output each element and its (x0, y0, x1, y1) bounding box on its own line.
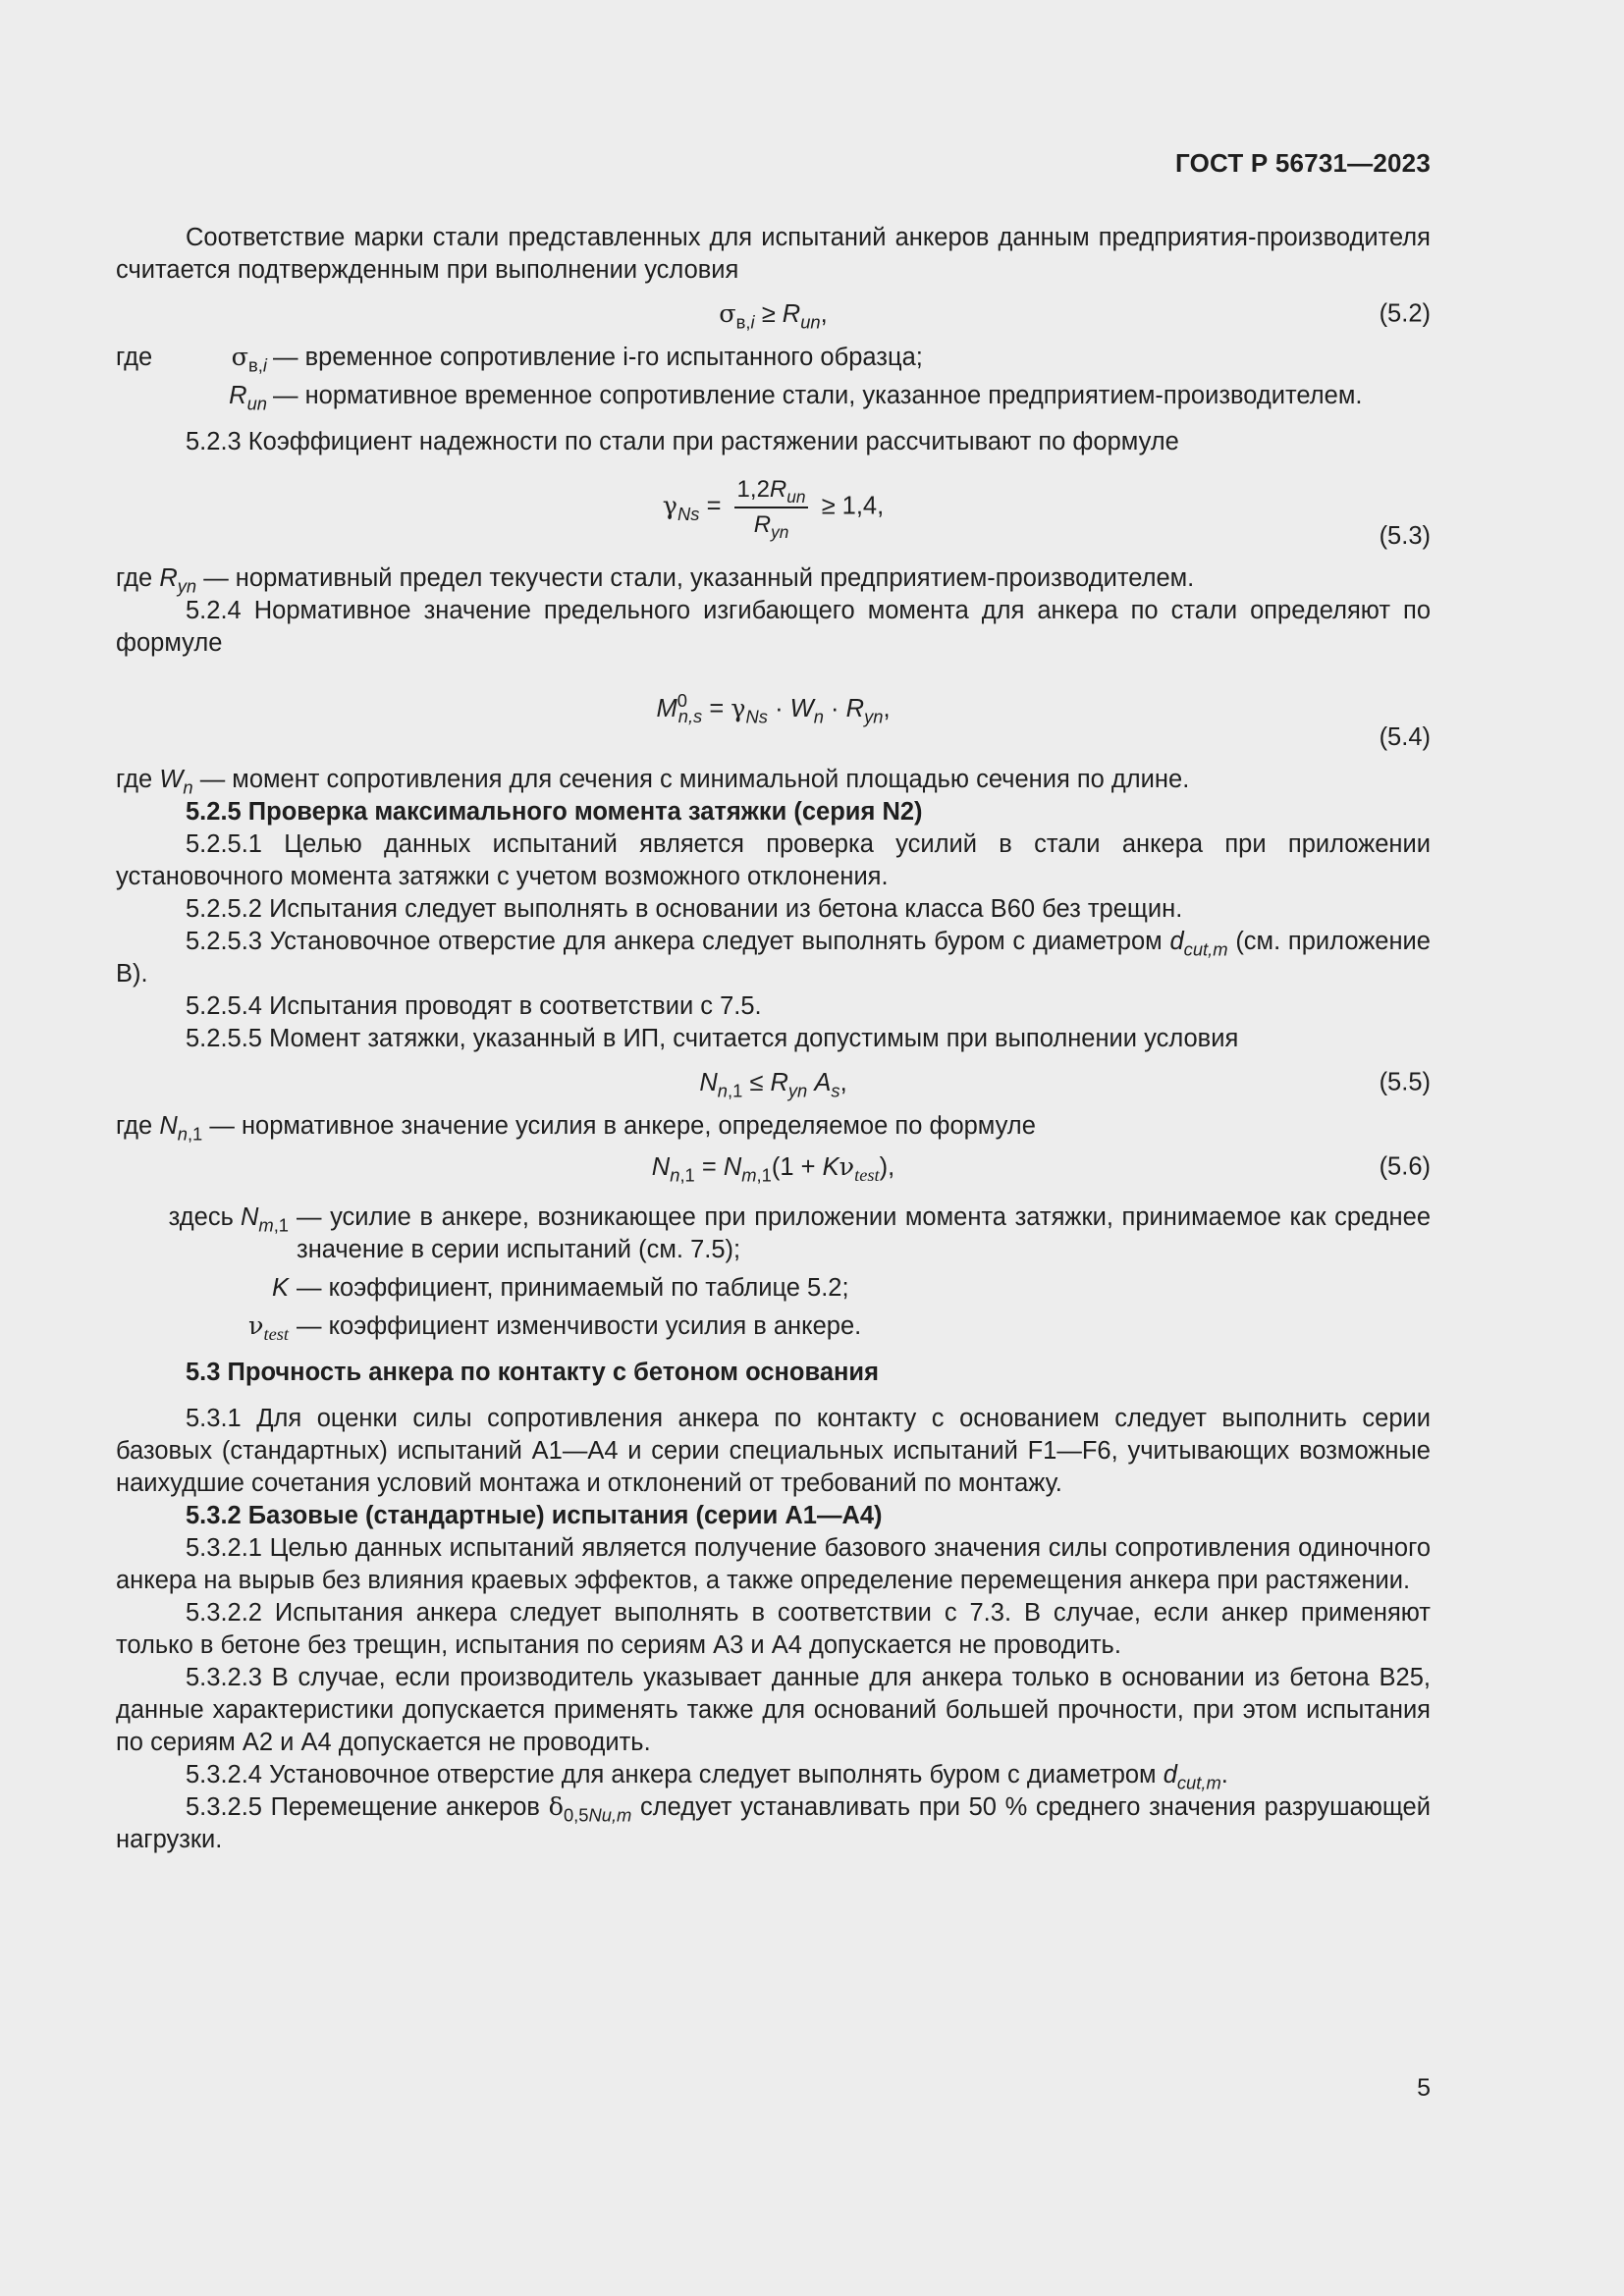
formula-5-5 (116, 1055, 1431, 1110)
where-ryn: где $R_{yn}$ — нормативный предел текучести стали, указанный предприятием-производителем. (116, 564, 1195, 597)
where-wn: где $W_n$ — момент сопротивления для сечения с минимальной площадью сечения по длине. (116, 766, 1190, 798)
formula-5-6-body: $N_{n,1} = N_{m,1}(1 + K\nu_{test})$, (651, 1151, 895, 1185)
here-term: K (271, 1274, 289, 1302)
where-definition: — временное сопротивление i-го испытанного образца; (273, 344, 923, 371)
clause-5-2-5-1: 5.2.5.1 Целью данных испытаний является проверка усилий в стали анкера при приложении установочного момента затяжки с учетом возможного отклонения. (116, 830, 1431, 890)
formula-5-2-body: $\sigma_{в,i} \ge R_{un}$, (719, 298, 828, 332)
standard-code: ГОСТ Р 56731—2023 (1175, 148, 1431, 178)
formula-number: (5.5) (1379, 1068, 1431, 1096)
where-definition: — нормативное временное сопротивление стали, указанное предприятием-производителем. (273, 382, 1363, 409)
formula-number: (5.3) (1379, 522, 1431, 550)
section-5-3-heading: 5.3 Прочность анкера по контакту с бетоном основания (186, 1359, 879, 1386)
intro-paragraph: Соответствие марки стали представленных для испытаний анкеров данным предприятия-производителя считается подтвержденным при выполнении условия (116, 224, 1431, 284)
clause-5-2-5-heading: 5.2.5 Проверка максимального момента затяжки (серия N2) (186, 798, 923, 826)
formula-5-5-body: $N_{n,1} \le R_{yn}$ $A_s$, (699, 1068, 847, 1100)
here-term: $\nu_{test}$ (247, 1311, 289, 1345)
formula-5-3 (116, 458, 1431, 557)
clause-5-2-5-5: 5.2.5.5 Момент затяжки, указанный в ИП, считается допустимым при выполнении условия (186, 1025, 1239, 1052)
fraction: $\frac{1,2R_{un}}{R_{yn}}$ (734, 473, 809, 542)
clause-5-3-1: 5.3.1 Для оценки силы сопротивления анкера по контакту с основанием следует выполнить серии базовых (стандартных) испытаний А1—А4 и серии специальных испытаний F1—F6, учитывающих возможные наихудшие сочетания условий монтажа и отклонений от требований по монтажу. (116, 1405, 1431, 1497)
clause-5-3-2-4: 5.3.2.4 Установочное отверстие для анкера следует выполнять буром с диаметром $d_{cut,m}$. (186, 1761, 1228, 1793)
formula-5-4-body: $M^0_{n,s} = \gamma_{Ns} \cdot W_n \cdot R_{yn}$, (656, 689, 891, 726)
clause-5-2-5-3: 5.2.5.3 Установочное отверстие для анкера следует выполнять буром с диаметром $d_{cut,m}$ (см. приложение В). (116, 928, 1431, 988)
clause-5-2-3: 5.2.3 Коэффициент надежности по стали при растяжении рассчитывают по формуле (186, 428, 1179, 455)
clause-5-2-5-2: 5.2.5.2 Испытания следует выполнять в основании из бетона класса B60 без трещин. (186, 895, 1183, 923)
clause-5-2-4: 5.2.4 Нормативное значение предельного изгибающего момента для анкера по стали определяют по формуле (116, 597, 1431, 657)
formula-5-4 (116, 660, 1431, 758)
page-number: 5 (1417, 2074, 1431, 2102)
clause-5-3-2-heading: 5.3.2 Базовые (стандартные) испытания (серии А1—А4) (186, 1502, 883, 1529)
clause-5-3-2-1: 5.3.2.1 Целью данных испытаний является получение базового значения силы сопротивления одиночного анкера на вырыв без влияния краевых эффектов, а также определение перемещения анкера при растяжении. (116, 1534, 1431, 1594)
formula-5-2 (116, 287, 1431, 342)
clause-5-3-2-5: 5.3.2.5 Перемещение анкеров $\delta_{0,5Nu,m}$ следует устанавливать при 50 % среднего значения разрушающей нагрузки. (116, 1792, 1431, 1853)
here-definition: — коэффициент изменчивости усилия в анкере. (297, 1312, 862, 1340)
here-definition: — коэффициент, принимаемый по таблице 5.2; (297, 1274, 849, 1302)
formula-5-6 (116, 1143, 1431, 1192)
formula-number: (5.4) (1379, 723, 1431, 751)
where-term: где $\sigma_{в,i}$ (116, 343, 267, 376)
here-list (116, 1201, 1431, 1343)
clause-5-2-5-4: 5.2.5.4 Испытания проводят в соответствии с 7.5. (186, 992, 762, 1020)
where-nn1: где $N_{n,1}$ — нормативное значение усилия в анкере, определяемое по формуле (116, 1112, 1036, 1145)
page-content (116, 222, 1431, 1856)
formula-number: (5.6) (1379, 1152, 1431, 1181)
where-list-5-2 (116, 342, 1431, 412)
formula-number: (5.2) (1379, 299, 1431, 328)
clause-5-3-2-2: 5.3.2.2 Испытания анкера следует выполнять в соответствии с 7.3. В случае, если анкер применяют только в бетоне без трещин, испытания по сериям А3 и А4 допускается не проводить. (116, 1599, 1431, 1659)
here-term: здесь $N_{m,1}$ (168, 1203, 289, 1236)
formula-5-3-body: $\gamma_{Ns}$ = $\frac{1,2R_{un}}{R_{yn}}$ ≥ 1,4, (663, 473, 884, 542)
where-term: $R_{un}$ (229, 382, 267, 414)
here-definition: — усилие в анкере, возникающее при приложении момента затяжки, принимаемое как среднее значение в серии испытаний (см. 7.5); (297, 1203, 1431, 1263)
clause-5-3-2-3: 5.3.2.3 В случае, если производитель указывает данные для анкера только в основании из бетона B25, данные характеристики допускается применять также для оснований большей прочности, при этом испытания по сериям А2 и А4 допускается не проводить. (116, 1664, 1431, 1756)
